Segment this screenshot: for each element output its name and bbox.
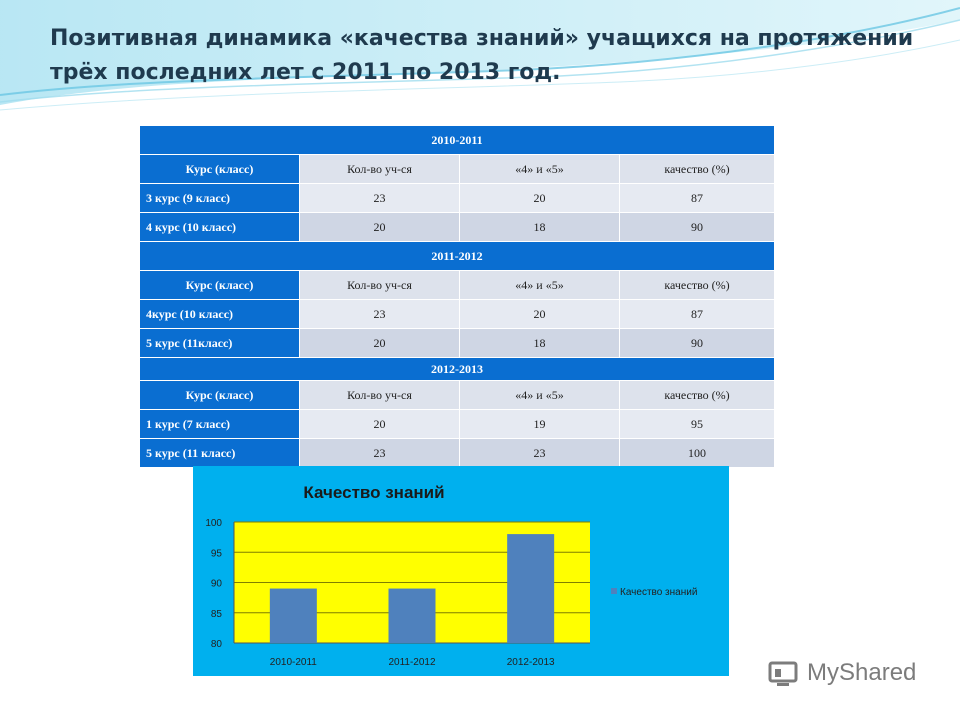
table-row <box>140 410 775 439</box>
y-tick-label: 95 <box>210 548 222 560</box>
year-label: 2012-2013 <box>140 358 775 381</box>
header-row <box>140 155 775 184</box>
cell-course: 5 курс (11 класс) <box>140 439 300 468</box>
x-tick-label: 2011-2012 <box>388 657 436 668</box>
x-tick-label: 2012-2013 <box>506 657 555 668</box>
cell-count: 20 <box>300 410 460 439</box>
year-row <box>140 126 775 155</box>
table-row <box>140 300 775 329</box>
cell-good-grades: 18 <box>460 329 620 358</box>
cell-quality: 95 <box>620 410 775 439</box>
year-label: 2011-2012 <box>140 242 775 271</box>
bar <box>389 589 436 643</box>
course-quality-table <box>139 125 775 468</box>
cell-count: 23 <box>300 439 460 468</box>
header-count: Кол-во уч-ся <box>300 271 460 300</box>
title-line-1: Позитивная динамика «качества знаний» учащихся на протяжении <box>50 26 914 51</box>
watermark-text: MyShared <box>807 659 917 686</box>
header-quality: качество (%) <box>620 155 775 184</box>
cell-good-grades: 19 <box>460 410 620 439</box>
y-tick-label: 80 <box>210 639 222 650</box>
chart-title: Качество знаний <box>303 483 445 502</box>
year-row <box>140 242 775 271</box>
year-row <box>140 358 775 381</box>
cell-good-grades: 23 <box>460 439 620 468</box>
cell-course: 1 курс (7 класс) <box>140 410 300 439</box>
bar <box>507 534 554 643</box>
cell-quality: 100 <box>620 439 775 468</box>
header-quality: качество (%) <box>620 381 775 410</box>
cell-count: 23 <box>300 300 460 329</box>
cell-good-grades: 18 <box>460 213 620 242</box>
cell-count: 20 <box>300 329 460 358</box>
legend-swatch <box>611 588 617 594</box>
table-row <box>140 184 775 213</box>
quality-chart <box>193 466 729 676</box>
header-row <box>140 381 775 410</box>
cell-count: 23 <box>300 184 460 213</box>
header-count: Кол-во уч-ся <box>300 381 460 410</box>
x-tick-label: 2010-2011 <box>269 657 317 668</box>
cell-course: 4курс (10 класс) <box>140 300 300 329</box>
y-tick-label: 85 <box>210 608 222 620</box>
header-course: Курс (класс) <box>140 155 300 184</box>
cell-good-grades: 20 <box>460 184 620 213</box>
header-good-grades: «4» и «5» <box>460 381 620 410</box>
table-row <box>140 439 775 468</box>
cell-quality: 90 <box>620 213 775 242</box>
year-label: 2010-2011 <box>140 126 775 155</box>
header-count: Кол-во уч-ся <box>300 155 460 184</box>
slide-title <box>50 22 930 90</box>
cell-course: 5 курс (11класс) <box>140 329 300 358</box>
header-good-grades: «4» и «5» <box>460 271 620 300</box>
header-course: Курс (класс) <box>140 271 300 300</box>
cell-good-grades: 20 <box>460 300 620 329</box>
watermark <box>767 657 937 693</box>
cell-count: 20 <box>300 213 460 242</box>
table-row <box>140 329 775 358</box>
table-row <box>140 213 775 242</box>
monitor-icon <box>767 657 803 693</box>
cell-quality: 87 <box>620 300 775 329</box>
legend-label: Качество знаний <box>620 587 698 598</box>
cell-course: 3 курс (9 класс) <box>140 184 300 213</box>
cell-quality: 87 <box>620 184 775 213</box>
chart-canvas <box>193 466 729 676</box>
header-row <box>140 271 775 300</box>
y-tick-label: 100 <box>205 518 222 529</box>
cell-quality: 90 <box>620 329 775 358</box>
header-course: Курс (класс) <box>140 381 300 410</box>
bar <box>270 589 317 643</box>
cell-course: 4 курс (10 класс) <box>140 213 300 242</box>
y-tick-label: 90 <box>210 578 222 590</box>
header-quality: качество (%) <box>620 271 775 300</box>
header-good-grades: «4» и «5» <box>460 155 620 184</box>
title-line-2: трёх последних лет с 2011 по 2013 год. <box>50 60 561 85</box>
